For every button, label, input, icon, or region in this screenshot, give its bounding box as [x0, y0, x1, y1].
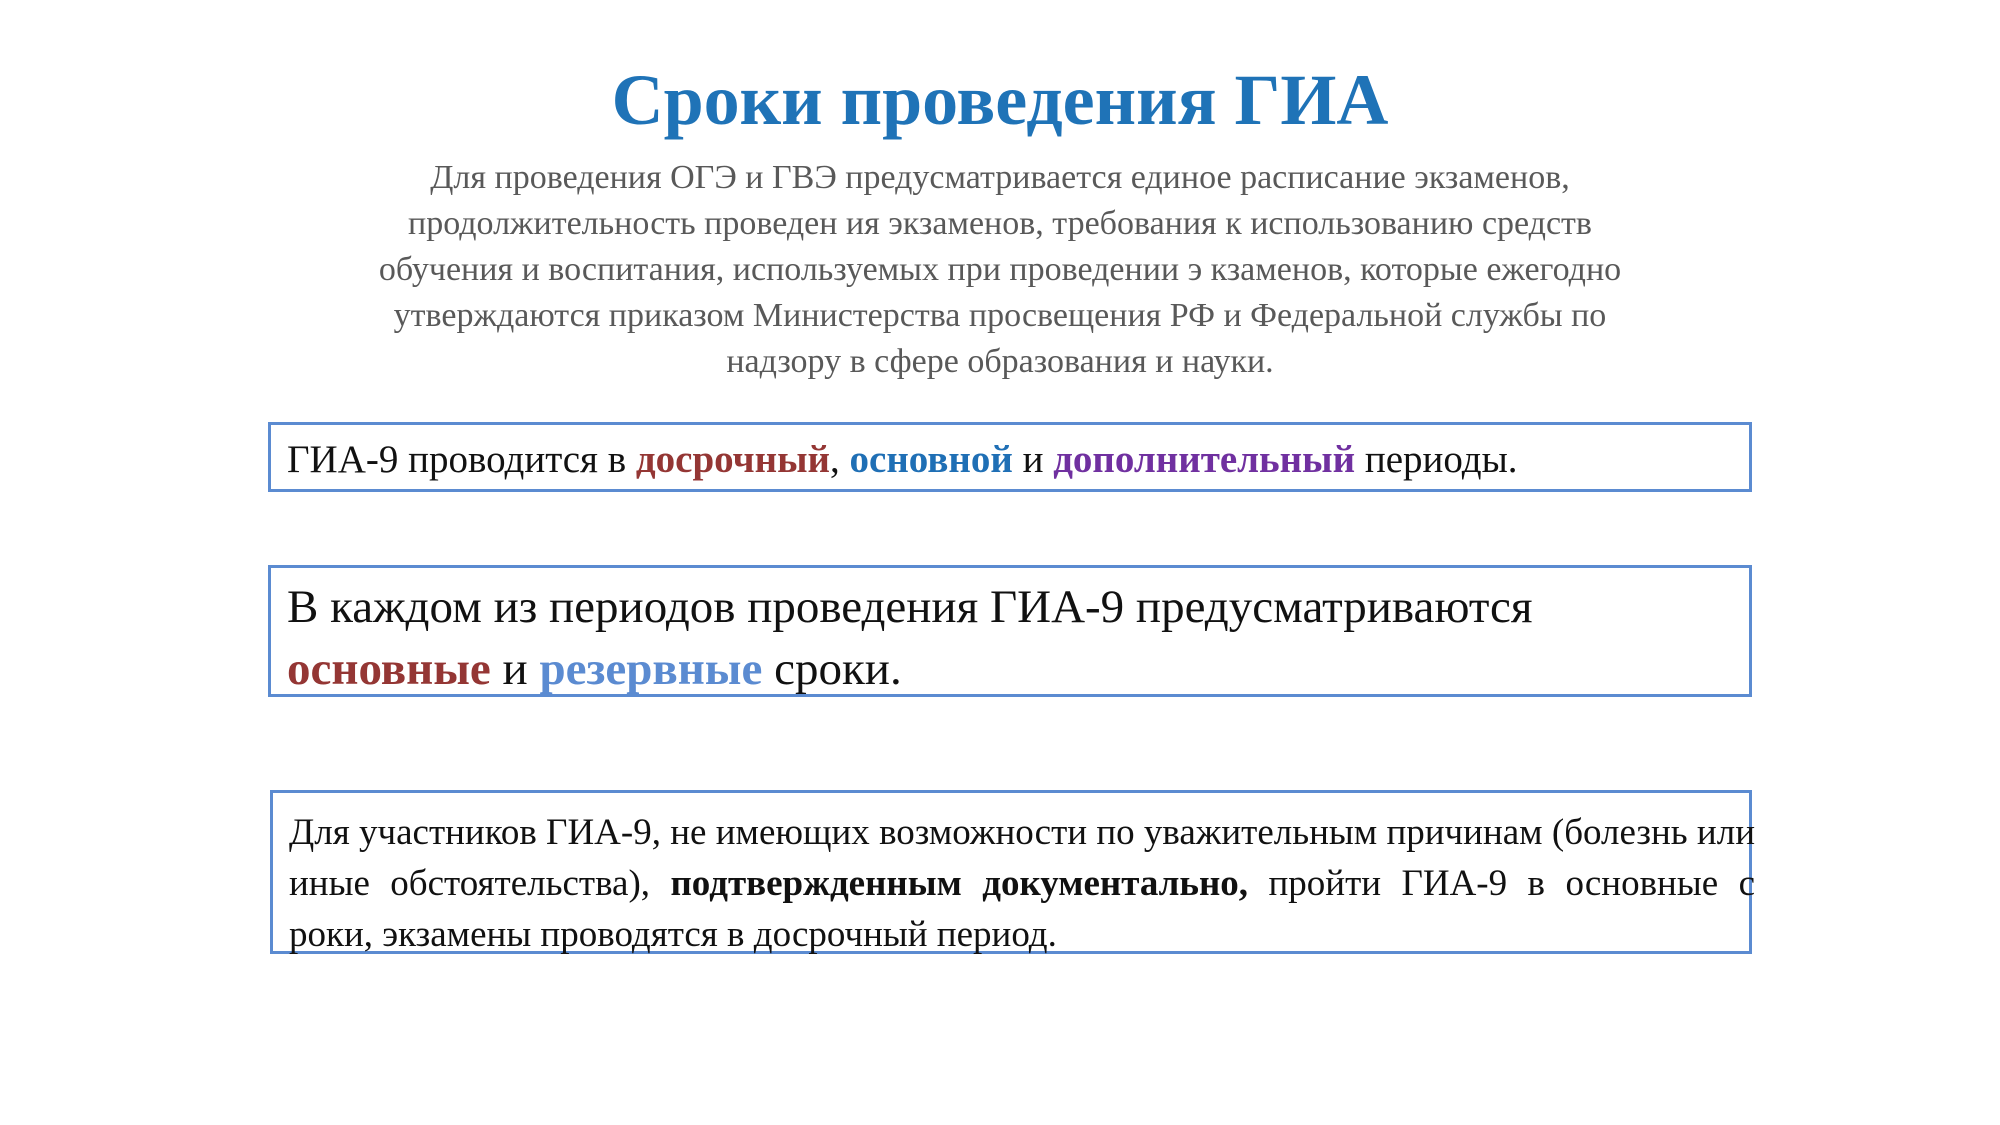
periods-comma: , — [830, 438, 850, 481]
main-terms-highlight: основные — [287, 643, 491, 695]
periods-suffix: периоды. — [1355, 438, 1518, 481]
slide-title: Сроки проведения ГИА — [611, 60, 1389, 140]
early-period-highlight: досрочный — [635, 438, 831, 481]
intro-paragraph — [295, 155, 1705, 385]
main-period-highlight: основной — [849, 438, 1013, 481]
reserve-terms-highlight: резервные — [539, 643, 763, 695]
intro-line: надзору в сфере образования и науки. — [726, 343, 1274, 380]
terms-and: и — [490, 643, 540, 695]
terms-suffix: сроки. — [762, 643, 902, 695]
intro-line: утверждаются приказом Министерства просвещения РФ и Федеральной службы по — [393, 297, 1607, 334]
intro-line: обучения и воспитания, используемых при проведении э кзаменов, которые ежегодно — [378, 251, 1622, 288]
terms-line: В каждом из периодов проведения ГИА-9 предусматриваются — [287, 581, 1533, 633]
periods-box — [268, 422, 1752, 492]
intro-line: продолжительность проведен ия экзаменов, требования к использованию средств — [408, 205, 1592, 242]
participants-text-after: пройти ГИА-9 в основные с роки, экзамены проводятся в досрочный период. — [289, 863, 1755, 955]
participants-box — [270, 790, 1755, 955]
intro-line: Для проведения ОГЭ и ГВЭ предусматривается единое расписание экзаменов, — [430, 159, 1570, 196]
additional-period-highlight: дополнительный — [1053, 438, 1356, 481]
terms-box — [268, 565, 1752, 697]
documented-emphasis: подтвержденным документально, — [670, 863, 1249, 904]
participants-text-before: Для участников ГИА-9, не имеющих возможности по уважительным причинам (болезнь или иные обстоятельства), — [289, 812, 1755, 904]
participants-paragraph — [289, 807, 1755, 960]
periods-prefix: ГИА-9 проводится в — [287, 438, 636, 481]
periods-and: и — [1012, 438, 1054, 481]
